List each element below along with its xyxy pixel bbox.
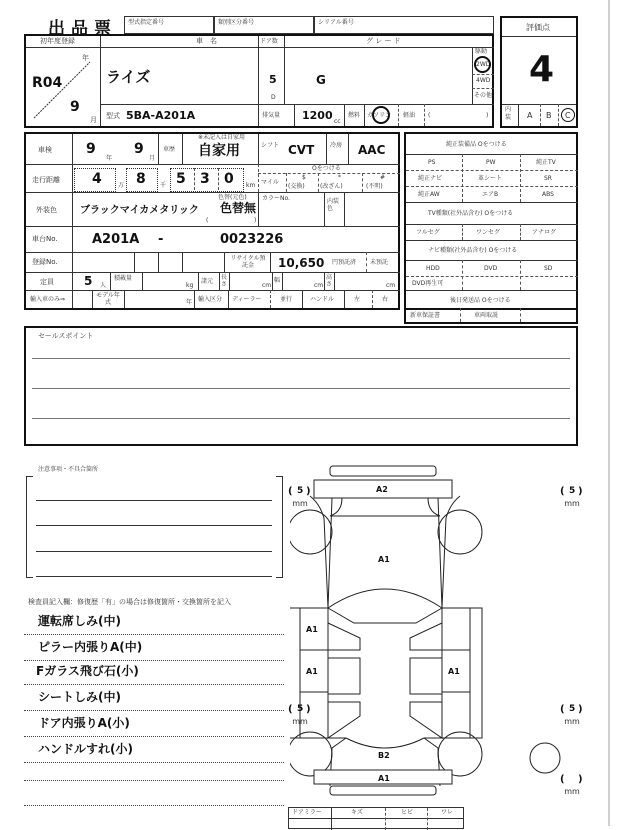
mark-front-door-left: A1 xyxy=(306,625,318,634)
tread-fl-open: ( xyxy=(288,486,293,497)
tread-rr-unit: mm xyxy=(564,717,580,726)
mark-rear-bumper: A1 xyxy=(378,774,390,783)
doors-value: 5 xyxy=(269,73,277,86)
import-class-label: 輸入区分 xyxy=(198,296,223,303)
chassis-dash: - xyxy=(158,232,164,247)
wheel-rear-left xyxy=(290,732,332,776)
inspector-label: 検査員記入欄：修復歴「有」の場合は修復箇所・交換箇所を記入 xyxy=(28,598,231,606)
reg-no-label: 登録No. xyxy=(32,258,58,266)
cautions-bracket-right xyxy=(276,476,283,578)
wheel-rear-right xyxy=(438,732,482,776)
drive-label: 駆動 xyxy=(475,48,488,55)
fuel-option-other: ( xyxy=(428,112,431,119)
handle-label: ハンドル xyxy=(310,296,335,303)
drive-selected-circle xyxy=(474,56,491,73)
tread-rl-unit: mm xyxy=(292,717,308,726)
ac-label: 冷房 xyxy=(330,142,343,149)
capacity-label: 定員 xyxy=(40,278,54,286)
score-value: 4 xyxy=(529,49,555,90)
wheel-front-right xyxy=(438,510,482,554)
registration-label: 初年度登録 xyxy=(40,37,75,45)
chassis-prefix: A201A xyxy=(92,232,140,247)
tread-fr-unit: mm xyxy=(564,499,580,508)
drive-option-2wd: 2WD xyxy=(476,61,491,68)
front-door-right xyxy=(442,608,470,650)
navi-dvd[interactable]: DVD xyxy=(484,265,498,272)
tread-fl-close: ) xyxy=(306,486,311,497)
interior-option-b: B xyxy=(546,111,552,120)
dims-label: 諸元 xyxy=(201,278,214,285)
repaint-paren-open: ( xyxy=(206,217,209,224)
load-label: 積載量 xyxy=(114,275,133,282)
mileage-mile-option[interactable]: マイル xyxy=(261,179,279,186)
equip-leather-seat[interactable]: 革シート xyxy=(478,175,503,182)
chassis-number: 0023226 xyxy=(220,232,284,247)
mileage-tampered-option[interactable]: (改ざん) xyxy=(320,183,343,190)
recycle-value: 10,650 xyxy=(278,256,325,270)
equip-genuine-aw[interactable]: 純正AW xyxy=(418,191,440,198)
later-delivery-title: 後日発送品 Oをつける xyxy=(450,297,511,304)
inspection-month-unit: 月 xyxy=(149,155,156,162)
inspector-note: Fガラス飛び石(小) xyxy=(36,664,139,678)
displacement-unit: cc xyxy=(334,118,341,125)
serial-label: シリアル番号 xyxy=(318,19,354,26)
equip-ps[interactable]: PS xyxy=(428,159,436,166)
scrollbar[interactable] xyxy=(608,0,610,826)
displacement-value: 1200 xyxy=(302,109,333,122)
serial-box xyxy=(314,16,494,34)
trunk-line xyxy=(346,738,424,748)
interior-option-c: C xyxy=(565,111,571,120)
import-label: 輸入車のみ⇒ xyxy=(30,296,66,303)
capacity-unit: 人 xyxy=(100,282,107,289)
tv-fullseg[interactable]: フルセグ xyxy=(416,229,440,236)
navi-title: ナビ種類(社外品含む) Oをつける xyxy=(428,247,518,254)
equip-airbag[interactable]: エアB xyxy=(482,191,499,198)
mileage-unit-sen: 千 xyxy=(160,182,167,189)
dims-width-label: 幅 xyxy=(274,277,281,284)
inspection-label: 車検 xyxy=(38,146,52,154)
doors-label: ドア数 xyxy=(260,38,278,45)
inspector-note: 運転席しみ(中) xyxy=(38,614,121,628)
mileage-unknown-symbol: # xyxy=(380,174,386,181)
mileage-label: 走行距離 xyxy=(32,176,60,184)
sales-points-label: セールスポイント xyxy=(38,332,94,340)
basic-info-block xyxy=(24,34,494,128)
model-value: 5BA-A201A xyxy=(126,109,196,122)
drive-option-other: その他 xyxy=(474,92,493,99)
tread-fr-close: ) xyxy=(578,486,583,497)
inspection-month: 9 xyxy=(134,141,144,157)
mileage-tampered-symbol: * xyxy=(338,174,341,181)
interior-option-a: A xyxy=(527,111,533,120)
shift-label: シフト xyxy=(261,142,280,149)
tread-rear-left: 5 xyxy=(297,704,304,714)
cautions-bracket-left xyxy=(26,476,33,578)
load-unit: kg xyxy=(186,282,194,289)
usage-label: 車歴 xyxy=(163,146,176,153)
fuel-option-close: ) xyxy=(486,112,489,119)
repaint-value: 色替無 xyxy=(220,201,257,215)
grade-label: グ レ ー ド xyxy=(366,37,401,45)
color-no-label: カラーNo. xyxy=(262,195,290,202)
model-label: 型式 xyxy=(106,112,120,120)
inspector-note: ハンドルすれ(小) xyxy=(38,742,133,756)
tv-title: TV種類(社外品含む) Oをつける xyxy=(428,210,514,217)
repaint-paren-close: ) xyxy=(254,217,257,224)
details-block xyxy=(24,132,400,310)
equipment-block xyxy=(404,132,578,310)
import-parallel-option[interactable]: 並行 xyxy=(280,296,293,303)
mileage-unit-km: km xyxy=(246,182,256,189)
hood-line xyxy=(328,589,442,608)
mirror-scratch-header: キズ xyxy=(351,809,363,816)
car-name-label: 車 名 xyxy=(196,37,217,45)
mark-rear-door-right: A1 xyxy=(448,667,460,676)
mark-trunk: B2 xyxy=(378,751,390,760)
dims-length-unit: cm xyxy=(262,282,272,289)
fuel-label: 燃料 xyxy=(348,112,361,119)
mirror-header: ドアミラー xyxy=(292,809,322,816)
exterior-color-value: ブラックマイカメタリック xyxy=(80,205,199,216)
repaint-label: 色替(元色) xyxy=(218,194,247,201)
inspection-year-unit: 年 xyxy=(106,155,113,162)
navi-hdd[interactable]: HDD xyxy=(426,265,440,272)
tread-spare-unit: mm xyxy=(564,787,580,796)
dims-height-label: 高さ xyxy=(326,274,333,288)
later-manual[interactable]: 車両取説 xyxy=(474,312,499,319)
mileage-digit-10k: 4 xyxy=(92,171,102,187)
mileage-exchange-symbol: $ xyxy=(302,174,306,181)
equip-genuine-navi[interactable]: 純正ナビ xyxy=(418,175,443,182)
rear-bumper-strip xyxy=(330,786,436,795)
usage-note: ※未記入は自家用 xyxy=(198,134,246,141)
wheel-spare xyxy=(530,743,560,773)
registration-year-unit: 年 xyxy=(82,54,89,62)
recycle-label: リサイクル預託金 xyxy=(230,255,266,269)
type-cert-label: 型式指定番号 xyxy=(128,19,165,26)
handle-left-option[interactable]: 左 xyxy=(354,296,361,303)
inspector-note: ピラー内張りA(中) xyxy=(38,640,143,654)
registration-slash xyxy=(32,60,92,120)
wheel-front-left xyxy=(290,510,332,554)
mileage-digit-100: 5 xyxy=(176,171,186,187)
tread-rl-open: ( xyxy=(288,704,293,715)
ac-value: AAC xyxy=(358,143,386,157)
mileage-circle-note: Oをつける xyxy=(312,165,341,172)
shift-value: CVT xyxy=(288,143,315,157)
import-year-unit: 年 xyxy=(186,299,193,306)
fuel-option-diesel: 軽油 xyxy=(403,112,416,119)
mark-rear-door-left: A1 xyxy=(306,667,318,676)
grade-value: G xyxy=(316,73,326,87)
inspector-note: シートしみ(中) xyxy=(38,690,121,704)
equipment-title: 純正装備品 Oをつける xyxy=(446,141,507,148)
tread-front-left: 5 xyxy=(297,486,304,496)
tread-rear-right: 5 xyxy=(569,704,576,714)
cautions-label: 注意事項・不具合箇所 xyxy=(38,466,99,473)
tread-spare-close: ) xyxy=(578,774,583,785)
tread-fr-open: ( xyxy=(560,486,565,497)
mileage-digit-1: 0 xyxy=(224,171,234,187)
chassis-label: 車台No. xyxy=(32,235,58,243)
tread-front-right: 5 xyxy=(569,486,576,496)
later-warranty[interactable]: 新車保証書 xyxy=(410,312,441,319)
tread-fl-unit: mm xyxy=(292,499,308,508)
tv-analog[interactable]: アナログ xyxy=(532,229,557,236)
interior-color-label: 内装色 xyxy=(327,198,340,212)
registration-month-unit: 月 xyxy=(90,116,97,124)
equip-pw[interactable]: PW xyxy=(486,159,496,166)
inspection-year: 9 xyxy=(86,141,96,157)
mileage-digit-10: 3 xyxy=(200,171,210,187)
registration-month: 9 xyxy=(70,99,80,115)
displacement-label: 排気量 xyxy=(262,112,281,119)
score-box xyxy=(500,16,578,128)
exterior-color-label: 外装色 xyxy=(36,206,57,214)
sheet-title: 出品票 xyxy=(48,19,117,39)
category-label: 類別区分番号 xyxy=(218,19,255,26)
mark-hood: A1 xyxy=(378,555,390,564)
front-bumper-strip xyxy=(330,466,436,476)
type-cert-box xyxy=(124,16,214,34)
mirror-break-header: ワレ xyxy=(441,809,454,816)
recycle-unpaid: 未預託 xyxy=(370,259,389,266)
equip-sr[interactable]: SR xyxy=(544,175,552,182)
handle-right-option[interactable]: 右 xyxy=(382,296,389,303)
tread-rl-close: ) xyxy=(306,704,311,715)
tread-spare-open: ( xyxy=(560,774,565,785)
fuel-selected-circle xyxy=(372,106,390,124)
dims-length-label: 長さ xyxy=(221,274,228,288)
doors-unit: D xyxy=(271,94,276,101)
equip-genuine-tv[interactable]: 純正TV xyxy=(536,159,556,166)
later-items-row xyxy=(404,308,578,324)
registration-year: R04 xyxy=(32,75,63,91)
mileage-exchange-option[interactable]: (交換) xyxy=(288,183,305,190)
tread-rr-open: ( xyxy=(560,704,565,715)
category-box xyxy=(214,16,314,34)
mark-roof-front: A2 xyxy=(376,485,388,494)
usage-value: 自家用 xyxy=(198,143,240,159)
tread-rr-close: ) xyxy=(578,704,583,715)
mirror-crack-header: ヒビ xyxy=(401,809,414,816)
dims-height-unit: cm xyxy=(386,282,396,289)
capacity-value: 5 xyxy=(84,274,93,288)
import-dealer-option[interactable]: ディーラー xyxy=(232,296,262,303)
dims-width-unit: cm xyxy=(314,282,324,289)
import-model-year-label: モデル年式 xyxy=(96,292,120,306)
navi-dvd-playback[interactable]: DVD再生可 xyxy=(412,280,444,287)
fuel-option-gasoline: ガソリン xyxy=(367,112,392,119)
tv-oneseg[interactable]: ワンセグ xyxy=(476,229,501,236)
car-damage-diagram xyxy=(290,458,590,798)
sales-points-box xyxy=(24,326,578,446)
navi-sd[interactable]: SD xyxy=(544,265,553,272)
mileage-unknown-option[interactable]: (不明) xyxy=(366,183,383,190)
equip-abs[interactable]: ABS xyxy=(542,191,554,198)
interior-selected-circle xyxy=(561,108,575,122)
inspector-note: ドア内張りA(小) xyxy=(38,716,130,730)
recycle-paid: 円預託済 xyxy=(332,259,357,266)
drive-option-4wd: 4WD xyxy=(476,77,491,84)
interior-label: 内装 xyxy=(505,106,512,121)
mileage-digit-1k: 8 xyxy=(136,171,146,187)
score-label: 評価点 xyxy=(526,23,550,32)
car-name-value: ライズ xyxy=(106,68,151,86)
mileage-unit-man: 万 xyxy=(118,182,125,189)
